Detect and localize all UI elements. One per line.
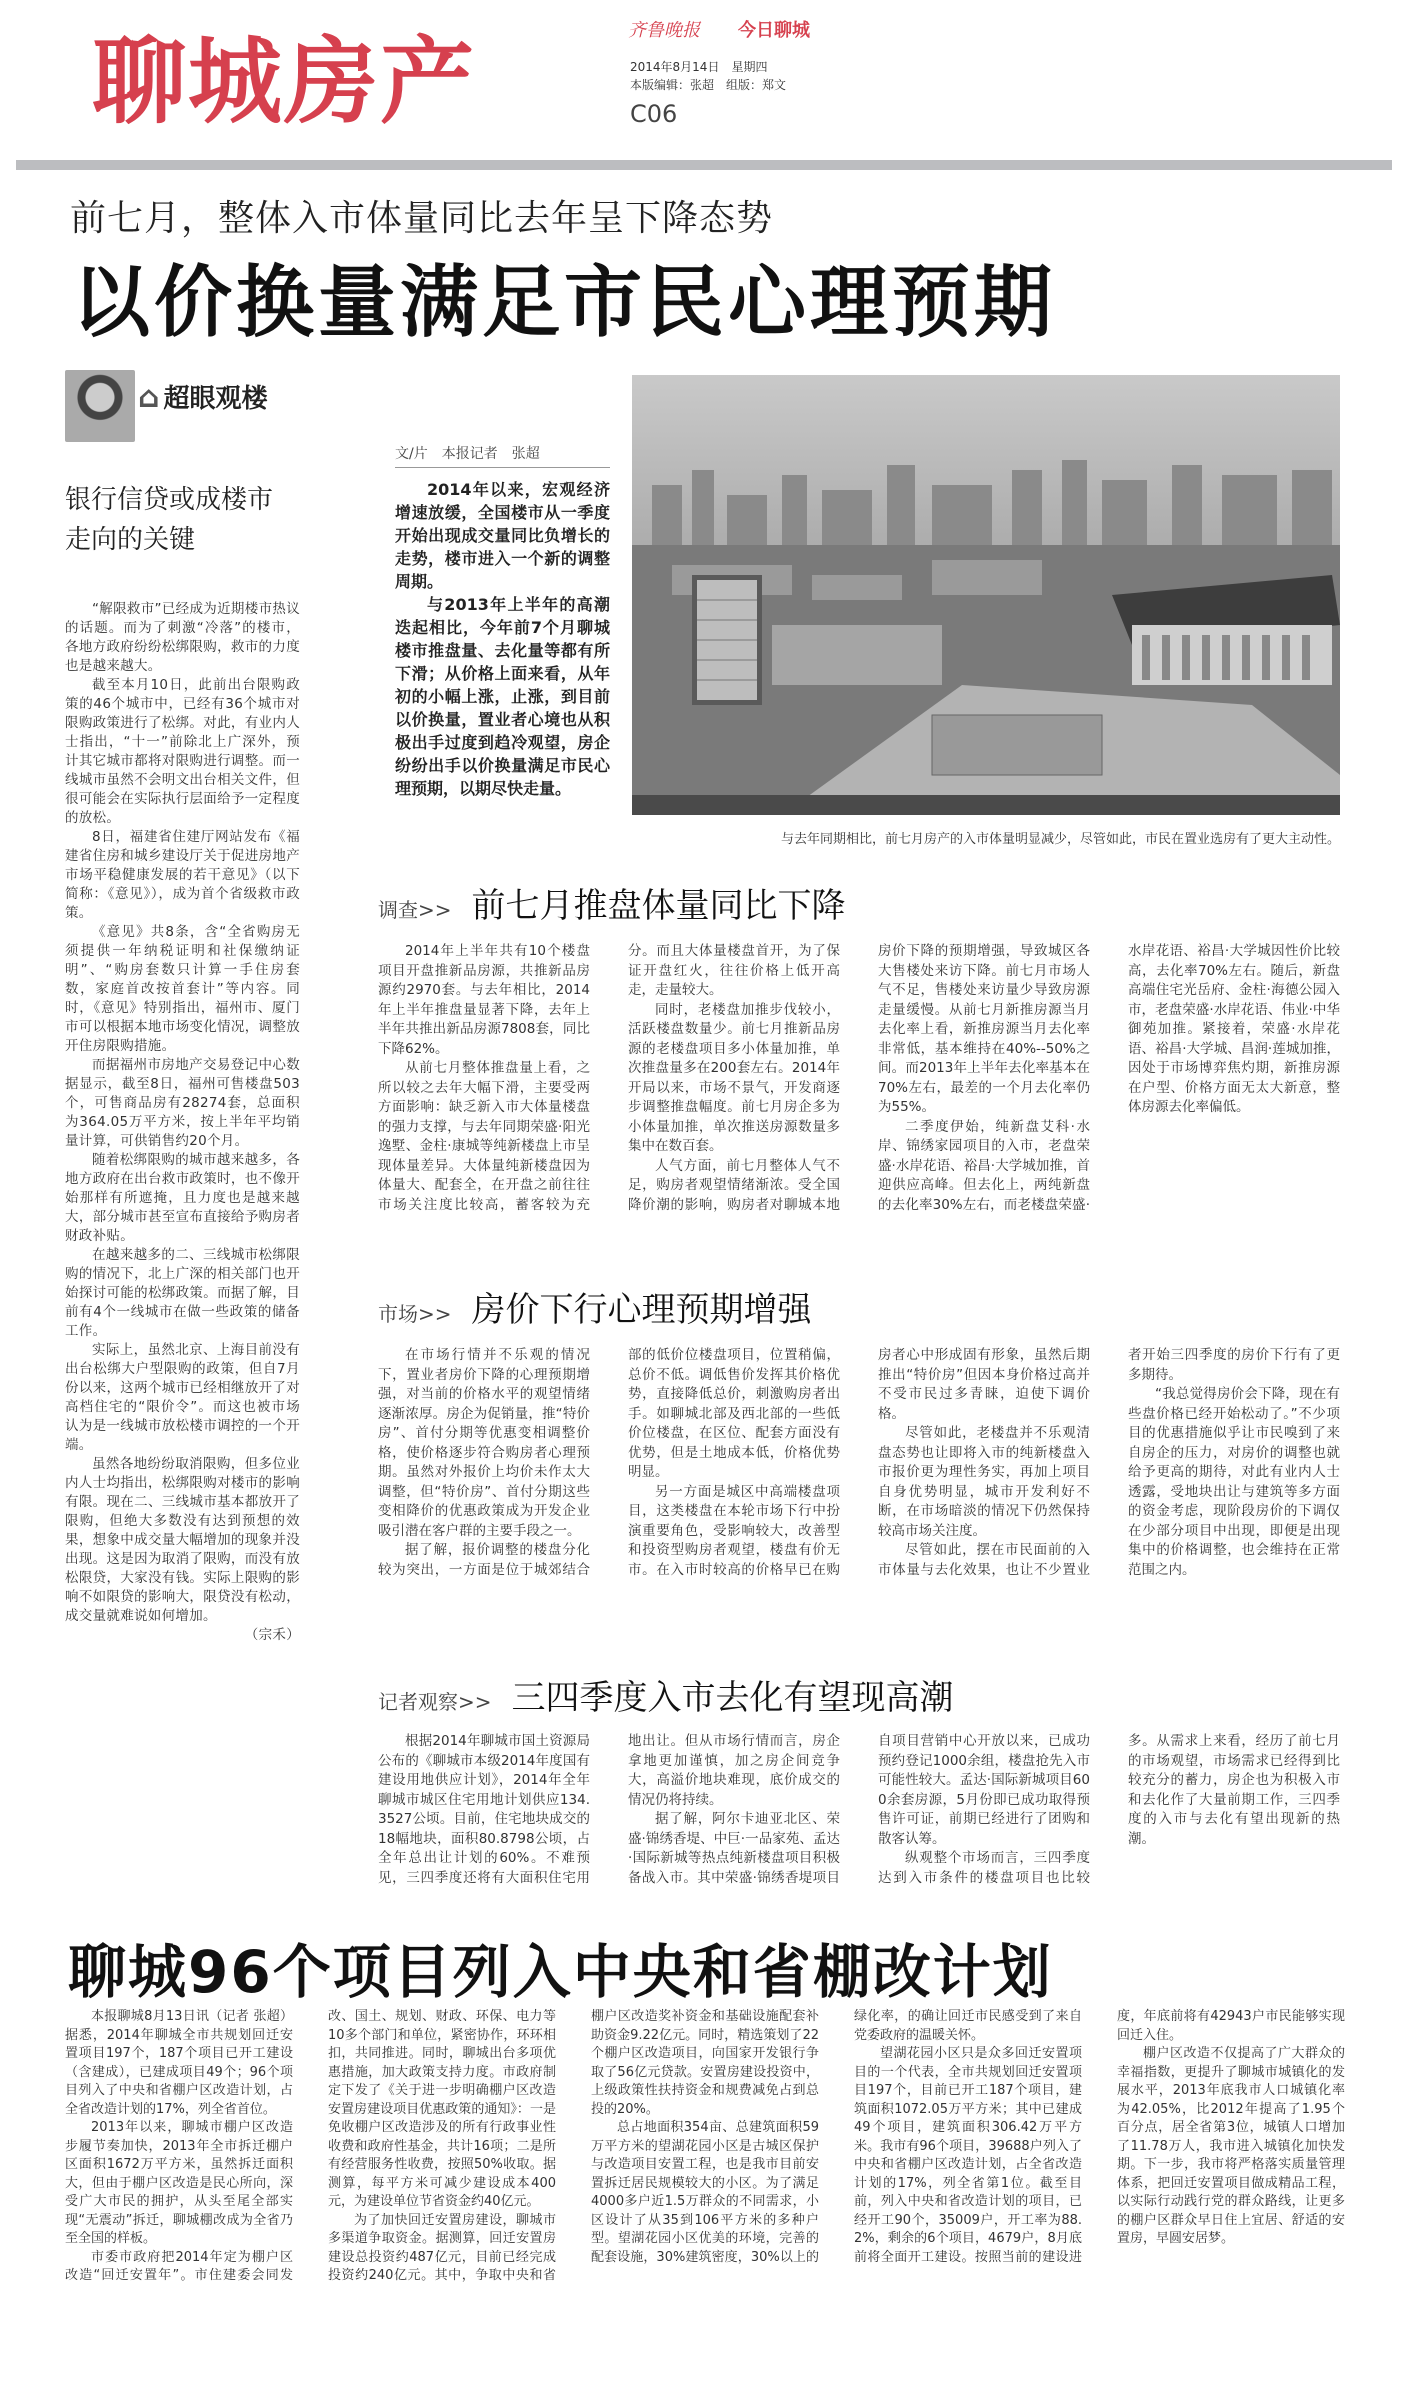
paragraph: 另一方面是城区中高端楼盘项目，这类楼盘在本轮市场下行中扮演重要角色，受影响较大，改善型和投资型购房者观望，楼盘有价无市。在入市时较高的价格早已在购房者心中形成固有形象，虽然后期推出“特价房”但因本身价格过高并不受市民过多青睐，迫使下调价格。	[628, 1347, 1090, 1578]
lead-headline: 以价换量满足市民心理预期	[72, 258, 1057, 348]
paragraph: 据了解，报价调整的楼盘分化较为突出，一方面是位于城郊结合部的低价位楼盘项目，位置稍偏，总价不低。调低售价发挥其价格优势，直接降低总价，刺激购房者出手。如聊城北部及西北部的一些低价位楼盘，在区位、配套方面没有优势，但是土地成本低，价格优势明显。	[378, 1347, 840, 1578]
lead-intro	[395, 478, 610, 800]
paragraph: 二季度伊始，纯新盘艾科·水岸、锦绣家园项目的入市，老盘荣盛·水岸花语、裕昌·大学城加推，首迎供应高峰。但去化上，两纯新盘的去化率30%左右，而老楼盘荣盛·水岸花语、裕昌·大学城因性价比较高，去化率70%左右。随后，新盘高端住宅光岳府、金柱·海德公园入市，老盘荣盛·水岸花语、伟业·中华御苑加推。紧接着，荣盛·水岸花语、裕昌·大学城、昌润·莲城加推，因处于市场博弈焦灼期，新推房源在户型、价格方面无太大新意，整体房源去化率偏低。	[878, 943, 1340, 1213]
columnist-avatar	[65, 370, 135, 442]
section-title: 房价下行心理预期增强	[471, 1290, 812, 1330]
section-body-survey	[378, 942, 1340, 1215]
paragraph: 根据2014年聊城市国土资源局公布的《聊城市本级2014年度国有建设用地供应计划》，2014年全年聊城市城区住宅用地计划供应134.3527公顷。目前，住宅地块成交的18幅地块，面积80.8798公顷，占全年总出让计划的60%。不难预见，三四季度还将有大面积住宅用地出让。但从市场行情而言，房企拿地更加谨慎，加之房企间竞争大，高溢价地块难现，底价成交的情况仍将持续。	[378, 1733, 840, 1886]
paragraph: 2013年以来，聊城市棚户区改造步履节奏加快，2013年全市拆迁棚户区面积1672万平方米，虽然拆迁面积大，但由于棚户区改造是民心所向，深受广大市民的拥护，从头至尾全部实现“无震动”拆迁，聊城棚改成为全省乃至全国的样板。	[65, 2120, 293, 2246]
author-credit: （宗禾）	[244, 1627, 300, 1643]
section-heading-observation	[378, 1670, 1340, 1719]
house-icon: ⌂	[138, 380, 160, 415]
section-tag: 市场>>	[378, 1302, 452, 1326]
column-headline-line1: 银行信贷或成楼市	[65, 485, 274, 515]
paragraph: 在市场行情并不乐观的情况下，置业者房价下降的心理预期增强，对当前的价格水平的观望情绪逐渐浓厚。房企为促销量，推“特价房”、首付分期等优惠变相调整价格，使价格逐步符合购房者心理预期。虽然对外报价上均价未作太大调整，但“特价房”、首付分期这些变相降价的优惠政策成为开发企业吸引潜在客户群的主要手段之一。	[378, 1347, 590, 1539]
column-logo	[138, 378, 268, 415]
lead-byline: 文/片 本报记者 张超	[395, 443, 610, 468]
paragraph: 尽管如此，老楼盘并不乐观清盘态势也让即将入市的纯新楼盘入市报价更为理性务实，再加上项目自身优势明显，城市开发利好不断，在市场暗淡的情况下仍然保持较高市场关注度。	[878, 1425, 1090, 1539]
paragraph: “我总觉得房价会下降，现在有些盘价格已经开始松动了。”不少项目的优惠措施似乎让市民嗅到了来自房企的压力，对房价的调整也就给予更高的期待，对此有业内人士透露，受地块出让与建筑等多方面的资金考虑，现阶段房价的下调仅在少部分项目中出现，即便是出现集中的价格调整，也会维持在正常范围之内。	[1128, 1386, 1340, 1578]
paragraph: 人气方面，前七月整体人气不足，购房者观望情绪渐浓。受全国降价潮的影响，购房者对聊城本地房价下降的预期增强，导致城区各大售楼处来访下降。前七月市场人气不足，售楼处来访量少导致房源走量缓慢。从前七月新推房源当月去化率上看，新推房源当月去化率非常低，基本维持在40%--50%之间。而2013年上半年去化率基本在70%左右，最差的一个月去化率仍为55%。	[628, 943, 1090, 1213]
paragraph: 总占地面积354亩、总建筑面积59万平方米的望湖花园小区是古城区保护与改造项目安置工程，也是我市目前安置拆迁居民规模较大的小区。为了满足4000多户近1.5万群众的不同需求，小区设计了从35到106平方米的多种户型。望湖花园小区优美的环境，完善的配套设施，30%建筑密度，30%以上的绿化率，的确让回迁市民感受到了来自党委政府的温暖关怀。	[591, 2009, 1082, 2265]
paragraph: 同时，老楼盘加推步伐较小，活跃楼盘数量少。前七月推新品房源的老楼盘项目多小体量加推，单次推盘量多在200套左右。2014年开局以来，市场不景气，开发商逐步调整推盘幅度。前七月房企多为小体量加推，单次推送房源数量多集中在数百套。	[628, 1001, 840, 1154]
paragraph: 尽管如此，摆在市民面前的入市体量与去化效果，也让不少置业者开始三四季度的房价下行有了更多期待。	[878, 1347, 1340, 1578]
section-heading-survey	[378, 878, 1340, 927]
paragraph: 而据福州市房地产交易登记中心数据显示，截至8日，福州可售楼盘503个，可售商品房有28274套，总面积为364.05万平方米，按上半年平均销量计算，可供销售约20个月。	[65, 1057, 300, 1149]
paragraph: 从前七月整体推盘量上看，之所以较之去年大幅下滑，主要受两方面影响：缺乏新入市大体量楼盘的强力支撑，与去年同期荣盛·阳光逸墅、金柱·康城等纯新楼盘上市呈现体量差异。大体量纯新楼盘因为体量大、配套全，在开盘之前往往市场关注度比较高，蓄客较为充分。而且大体量楼盘首开，为了保证开盘红火，往往价格上低开高走，走量较大。	[378, 943, 840, 1213]
header-divider	[16, 160, 1392, 170]
paragraph: 2014年上半年共有10个楼盘项目开盘推新品房源，共推新品房源约2970套。与去年相比，2014年上半年推盘量显著下降，去年上半年共推出新品房源7808套，同比下降62%。	[378, 943, 590, 1057]
page-number: C06	[630, 100, 678, 128]
paragraph: 实际上，虽然北京、上海目前没有出台松绑大户型限购的政策，但自7月份以来，这两个城市已经相继放开了对高档住宅的“限价令”。而这也被市场认为是一线城市放松楼市调控的一个开端。	[65, 1342, 300, 1453]
section-body-market	[378, 1346, 1340, 1580]
section-title: 前七月推盘体量同比下降	[471, 886, 846, 926]
paragraph: 与2013年上半年的高潮迭起相比，今年前7个月聊城楼市推盘量、去化量等都有所下滑；从价格上面来看，从年初的小幅上涨，止涨，到目前以价换量，置业者心境也从积极出手过度到趋冷观望，房企纷纷出手以价换量满足市民心理预期，以期尽快走量。	[395, 595, 610, 798]
paragraph: 虽然各地纷纷取消限购，但多位业内人士均指出，松绑限购对楼市的影响有限。现在二、三线城市基本都放开了限购，但绝大多数没有达到预想的效果，想象中成交量大幅增加的现象并没出现。这是因为取消了限购，而没有放松限贷，大家没有钱。实际上限购的影响不如限贷的影响大，限贷没有松动，成交量就难说如何增加。	[65, 1456, 300, 1624]
bottom-headline: 聊城96个项目列入中央和省棚改计划	[68, 1938, 1053, 2006]
paragraph: 《意见》共8条，含“全省购房无须提供一年纳税证明和社保缴纳证明”、“购房套数只计算一手住房套数，家庭首改按首套计”等内容。同时，《意见》特别指出，福州市、厦门市可以根据本地市场变化情况，调整放开住房限购措施。	[65, 924, 300, 1054]
column-logo-text: 超眼观楼	[163, 384, 268, 414]
paragraph: 在越来越多的二、三线城市松绑限购的情况下，北上广深的相关部门也开始探讨可能的松绑政策。而据了解，目前有4个一线城市在做一些政策的储备工作。	[65, 1247, 300, 1339]
paragraph: 据了解，阿尔卡迪亚北区、荣盛·锦绣香堤、中巨·一品家苑、孟达·国际新城等热点纯新楼盘项目积极备战入市。其中荣盛·锦绣香堤项目自项目营销中心开放以来，已成功预约登记1000余组，楼盘抢先入市可能性较大。孟达·国际新城项目600余套房源，5月份即已成功取得预售许可证，前期已经进行了团购和散客认筹。	[628, 1733, 1090, 1886]
paragraph: 望湖花园小区只是众多回迁安置项目的一个代表，全市共规划回迁安置项目197个，目前已开工187个项目，建筑面积1072.05万平方米；其中已建成49个项目，建筑面积306.42万平方米。我市有96个项目，39688户列入了中央和省棚户区改造计划，占全省改造计划的17%，列全省第1位。截至目前，列入中央和省改造计划的项目，已经开工90个，35009户，开工率为88.2%，剩余的6个项目，4679户，8月底前将全面开工建设。按照当前的建设进度，年底前将有42943户市民能够实现回迁入住。	[854, 2009, 1345, 2265]
paragraph: 截至本月10日，此前出台限购政策的46个城市中，已经有36个城市对限购政策进行了松绑。对此，有业内人士指出，“十一”前除北上广深外，预计其它城市都将对限购进行调整。而一线城市虽然不会明文出台相关文件，但很可能会在实际执行层面给予一定程度的放松。	[65, 677, 300, 826]
bottom-article-body	[65, 2008, 1345, 2286]
section-tag: 调查>>	[378, 898, 452, 922]
section-body-observation	[378, 1732, 1340, 1888]
paragraph: 本报聊城8月13日讯（记者 张超） 据悉，2014年聊城全市共规划回迁安置项目197个，187个项目已开工建设（含建成），已建成项目49个；96个项目列入了中央和省棚户区改造计划，占全省改造计划的17%，列全省首位。	[65, 2009, 293, 2117]
section-masthead-title: 聊城房产	[92, 28, 477, 137]
paragraph: 棚户区改造不仅提高了广大群众的幸福指数，更提升了聊城市城镇化的发展水平，2013年底我市人口城镇化率为42.05%，比2012年提高了1.95个百分点，居全省第3位，城镇人口增加了11.78万人，我市进入城镇化加快发期。下一步，我市将严格落实质量管理体系，把回迁安置项目做成精品工程，以实际行动践行党的群众路线，让更多的棚户区群众早日住上宜居、舒适的安置房，早圆安居梦。	[1117, 2046, 1345, 2246]
photo-caption: 与去年同期相比，前七月房产的入市体量明显减少，尽管如此，市民在置业选房有了更大主动性。	[780, 832, 1340, 847]
paragraph: “解限救市”已经成为近期楼市热议的话题。而为了刺激“冷落”的楼市，各地方政府纷纷松绑限购，救市的力度也是越来越大。	[65, 601, 300, 674]
paragraph: 市委市政府把2014年定为棚户区改造“回迁安置年”。市住建委会同发改、国土、规划、财政、环保、电力等10多个部门和单位，紧密协作，环环相扣，共同推进。同时，聊城出台多项优惠措施，加大政策支持力度。市政府制定下发了《关于进一步明确棚户区改造安置房建设项目优惠政策的通知》：一是免收棚户区改造涉及的所有行政事业性收费和政府性基金，共计16项；二是所有经营服务性收费，按照50%收取。据测算，每平方米可减少建设成本400元，为建设单位节省资金约40亿元。	[65, 2009, 556, 2283]
paragraph: 2014年以来，宏观经济增速放缓，全国楼市从一季度开始出现成交量同比负增长的走势，楼市进入一个新的调整周期。	[395, 480, 610, 591]
section-tag: 记者观察>>	[378, 1690, 492, 1714]
column-headline-line2: 走向的关键	[65, 525, 196, 555]
section-title: 三四季度入市去化有望现高潮	[511, 1678, 954, 1718]
issue-date: 2014年8月14日 星期四	[630, 60, 768, 74]
city-aerial-photo	[632, 375, 1340, 815]
column-headline	[65, 480, 305, 560]
paragraph: 8日，福建省住建厅网站发布《福建省住房和城乡建设厅关于促进房地产市场平稳健康发展的若干意见》（以下简称：《意见》），成为首个省级救市政策。	[65, 829, 300, 921]
paragraph: 纵观整个市场而言，三四季度达到入市条件的楼盘项目也比较多。从需求上来看，经历了前七月的市场观望，市场需求已经得到比较充分的蓄力，房企也为积极入市和去化作了大量前期工作，三四季度的入市与去化有望出现新的热潮。	[878, 1733, 1340, 1886]
column-body	[65, 600, 300, 1645]
lead-subtitle: 前七月，整体入市体量同比去年呈下降态势	[70, 198, 774, 239]
paragraph: 随着松绑限购的城市越来越多，各地方政府在出台救市政策时，也不像开始那样有所遮掩，且力度也是越来越大，部分城市甚至宣布直接给予购房者财政补贴。	[65, 1152, 300, 1244]
newspaper-logo: 齐鲁晚报	[628, 20, 700, 41]
section-heading-market	[378, 1282, 1340, 1331]
newspaper-edition: 今日聊城	[738, 20, 810, 41]
editor-credits: 本版编辑：张超 组版：郑文	[630, 78, 787, 92]
paragraph: 为了加快回迁安置房建设，聊城市多渠道争取资金。据测算，回迁安置房建设总投资约487亿元，目前已经完成投资约240亿元。其中，争取中央和省棚户区改造奖补资金和基础设施配套补助资金9.22亿元。同时，精选策划了22个棚户区改造项目，向国家开发银行争取了56亿元贷款。安置房建设投资中，上级政策性扶持资金和规费减免占到总投的20%。	[328, 2009, 819, 2283]
